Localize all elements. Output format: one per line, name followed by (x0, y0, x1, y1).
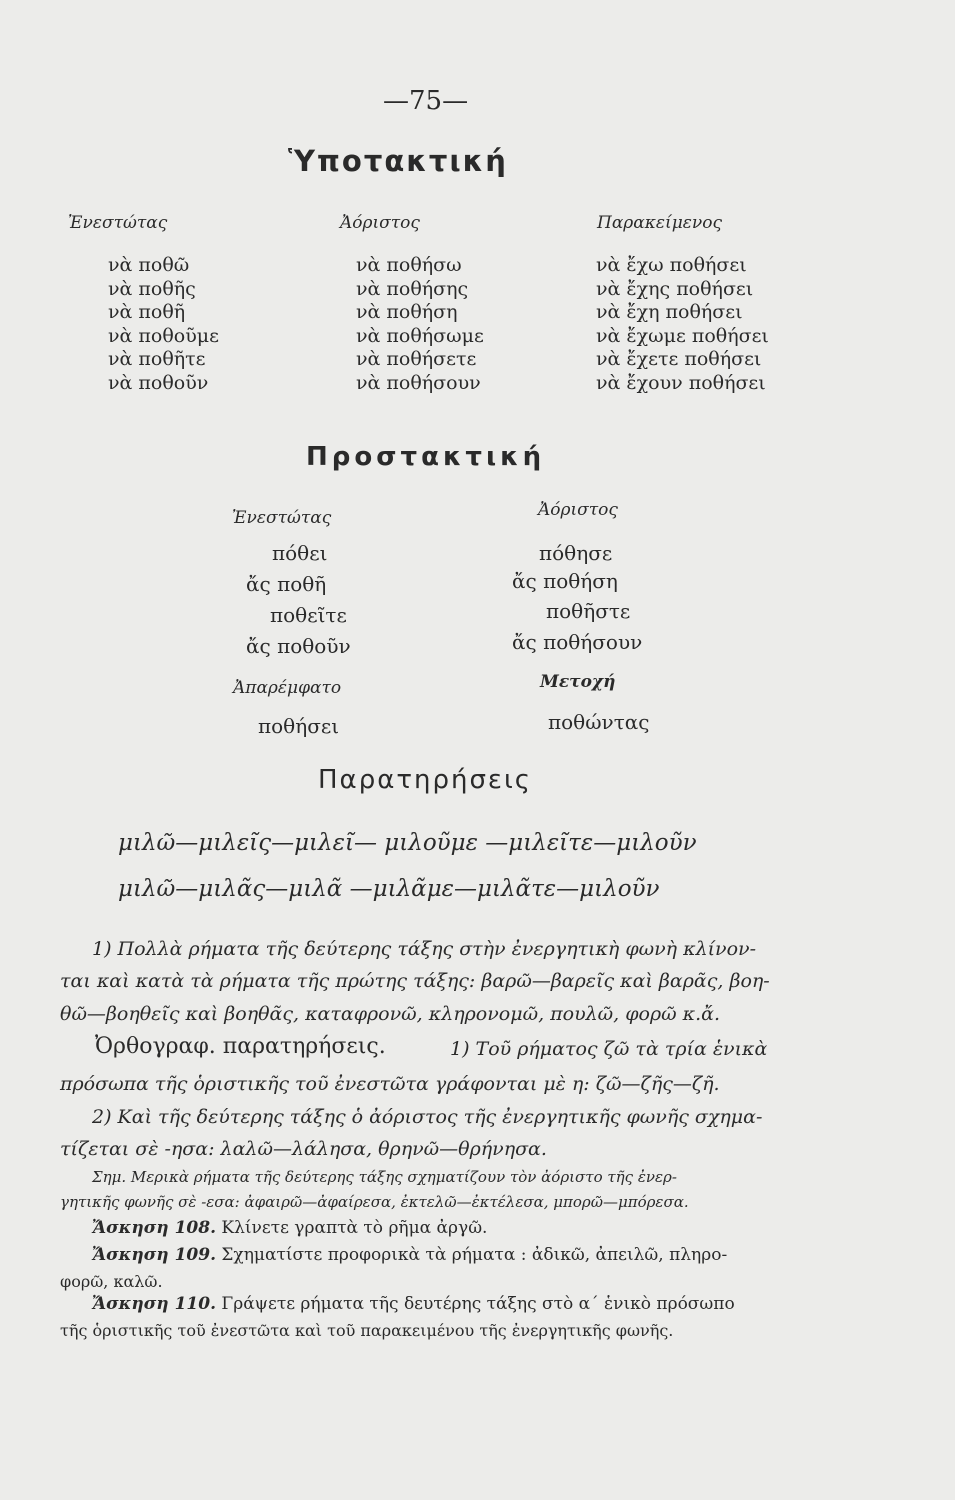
paragraph-line: τίζεται σὲ -ησα: λαλῶ—λάλησα, θρηνῶ—θρήνησα. (60, 1138, 547, 1160)
exercise-label: Ἄσκηση 108. (92, 1218, 216, 1238)
form: νὰ ποθῶ (108, 254, 190, 276)
paragraph-line: πρόσωπα τῆς ὁριστικῆς τοῦ ἐνεστῶτα γράφονται μὲ η: ζῶ—ζῆς—ζῆ. (60, 1073, 720, 1095)
note-line: Σημ. Μερικὰ ρήματα τῆς δεύτερης τάξης σχηματίζουν τὸν ἀόριστο τῆς ἐνερ- (92, 1168, 677, 1186)
imperative-present-heading: Ἐνεστώτας (232, 508, 332, 528)
remarks-title: Παρατηρήσεις (318, 765, 533, 795)
paragraph-line: ται καὶ κατὰ τὰ ρήματα τῆς πρώτης τάξης: βαρῶ—βαρεῖς καὶ βαρᾶς, βοη- (60, 970, 770, 992)
form: νὰ ποθήσω (356, 254, 462, 276)
imperative-aorist-heading: Ἀόριστος (538, 500, 618, 520)
form: νὰ ἔχη ποθήσει (596, 301, 743, 324)
form: νὰ ἔχουν ποθήσει (596, 371, 766, 394)
paragraph-line: θῶ—βοηθεῖς καὶ βοηθᾶς, καταφρονῶ, κληρονομῶ, πουλῶ, φορῶ κ.ἄ. (60, 1003, 721, 1025)
exercise-110 (92, 1294, 735, 1314)
exercise-text: Γράψετε ρήματα τῆς δευτέρης τάξης στὸ α΄ ἑνικὸ πρόσωπο (221, 1294, 735, 1314)
page-number: —75— (383, 86, 469, 116)
exercise-108 (92, 1218, 487, 1238)
ortho-label: Ὀρθογραφ. παρατηρήσεις. (95, 1034, 386, 1059)
paragraph-line: 2) Καὶ τῆς δεύτερης τάξης ὁ ἀόριστος τῆς ἐνεργητικῆς φωνῆς σχημα- (92, 1106, 763, 1128)
participle-heading: Μετοχή (540, 672, 616, 692)
col-aorist-heading: Ἀόριστος (340, 213, 420, 233)
imperative-present-form: ποθεῖτε (270, 603, 347, 627)
col-present-heading: Ἐνεστώτας (68, 213, 168, 233)
form: νὰ ἔχω ποθήσει (596, 254, 747, 276)
form: νὰ ποθήσης (356, 277, 469, 300)
imperative-aorist-form: ἄς ποθήσουν (512, 630, 643, 654)
subjunctive-perfect-forms (596, 254, 769, 396)
exercise-text: Κλίνετε γραπτὰ τὸ ρῆμα ἀργῶ. (221, 1218, 488, 1238)
paragraph-line: 1) Πολλὰ ρήματα τῆς δεύτερης τάξης στὴν ἐνεργητικὴ φωνὴ κλίνον- (92, 938, 757, 960)
imperative-aorist-form: ἄς ποθήση (512, 569, 618, 593)
conjugation-line: μιλῶ—μιλεῖς—μιλεῖ— μιλοῦμε —μιλεῖτε—μιλοῦν (118, 830, 697, 856)
paragraph-line: 1) Τοῦ ρήματος ζῶ τὰ τρία ἑνικὰ (450, 1038, 768, 1060)
infinitive-form: ποθήσει (258, 714, 340, 738)
imperative-present-form: πόθει (272, 541, 328, 565)
imperative-aorist-form: ποθῆστε (546, 599, 631, 623)
subjunctive-aorist-forms (356, 254, 484, 396)
form: νὰ ποθήσωμε (356, 324, 484, 347)
exercise-109-cont: φορῶ, καλῶ. (60, 1272, 163, 1291)
exercise-110-cont: τῆς ὁριστικῆς τοῦ ἐνεστῶτα καὶ τοῦ παρακειμένου τῆς ἐνεργητικῆς φωνῆς. (60, 1321, 674, 1340)
imperative-present-form: ἄς ποθοῦν (246, 634, 351, 658)
participle-form: ποθώντας (548, 710, 650, 734)
imperative-present-form: ἄς ποθῆ (246, 572, 327, 596)
form: νὰ ποθοῦν (108, 371, 209, 394)
col-perfect-heading: Παρακείμενος (597, 213, 722, 233)
imperative-aorist-form: πόθησε (539, 541, 613, 565)
exercise-109 (92, 1245, 727, 1265)
form: νὰ ἔχης ποθήσει (596, 277, 754, 300)
exercise-label: Ἄσκηση 109. (92, 1245, 216, 1265)
form: νὰ ἔχωμε ποθήσει (596, 324, 769, 347)
form: νὰ ποθήση (356, 301, 458, 324)
form: νὰ ποθήσουν (356, 371, 481, 394)
subjunctive-title: Ὑποτακτική (288, 144, 508, 178)
form: νὰ ποθῆτε (108, 348, 206, 371)
subjunctive-present-forms (108, 254, 219, 396)
note-line: γητικῆς φωνῆς σὲ -εσα: ἀφαιρῶ—ἀφαίρεσα, ἐκτελῶ—ἐκτέλεσα, μπορῶ—μπόρεσα. (60, 1193, 689, 1211)
form: νὰ ποθοῦμε (108, 324, 219, 347)
form: νὰ ποθήσετε (356, 348, 477, 371)
conjugation-line: μιλῶ—μιλᾶς—μιλᾶ —μιλᾶμε—μιλᾶτε—μιλοῦν (118, 876, 660, 902)
form: νὰ ποθῆς (108, 277, 196, 300)
form: νὰ ἔχετε ποθήσει (596, 348, 762, 371)
imperative-title: Προστακτική (306, 442, 546, 472)
exercise-text: Σχηματίστε προφορικὰ τὰ ρήματα : ἀδικῶ, ἀπειλῶ, πληρο- (221, 1245, 728, 1265)
infinitive-heading: Ἀπαρέμφατο (233, 678, 342, 698)
exercise-label: Ἄσκηση 110. (92, 1294, 216, 1314)
form: νὰ ποθῆ (108, 301, 186, 324)
